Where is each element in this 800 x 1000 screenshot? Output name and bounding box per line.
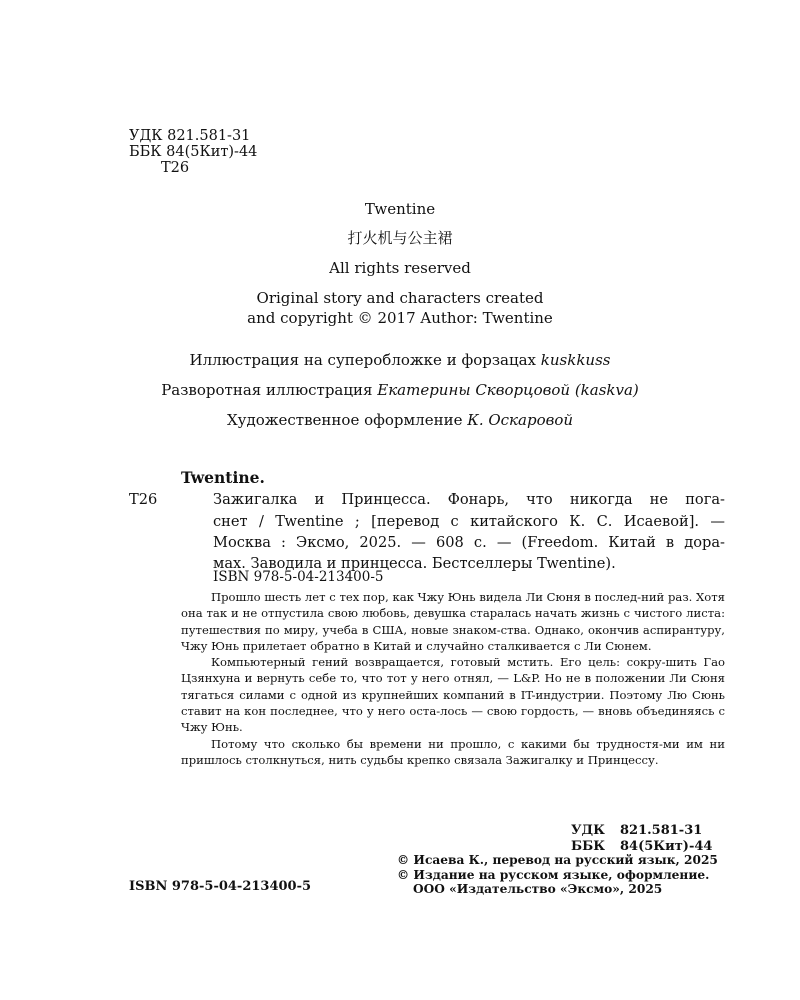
footer-isbn: ISBN 978-5-04-213400-5: [129, 879, 312, 894]
footer-copyright-publisher: ООО «Издательство «Эксмо», 2025: [413, 882, 663, 896]
credit-cover-label: Иллюстрация на суперобложке и форзацах: [189, 351, 541, 369]
copyright-line-2: and copyright © 2017 Author: Twentine: [247, 309, 553, 327]
footer-udk-label: УДК: [571, 823, 605, 838]
catalog-line-3: Москва : Эксмо, 2025. — 608 с. — (Freedom. Китай в дора-: [213, 534, 725, 551]
rights-reserved: All rights reserved: [329, 259, 471, 277]
footer-copyright-edition: © Издание на русском языке, оформление.: [397, 868, 710, 882]
annotation: [181, 589, 725, 768]
catalog-author-heading: Twentine.: [181, 468, 265, 487]
catalog-line-2: снет / Twentine ; [перевод с китайского К. С. Исаевой]. —: [213, 513, 725, 530]
credit-cover: [0, 350, 800, 370]
credit-design: [0, 410, 800, 430]
footer-bbk-label: ББК: [571, 839, 606, 854]
credit-design-name: К. Оскаровой: [467, 411, 574, 429]
annotation-paragraph: Потому что сколько бы времени ни прошло, с какими бы трудностя-ми им ни пришлось столкнуться, нить судьбы крепко связала Зажигалку и Принцессу.: [181, 736, 725, 767]
original-author: Twentine: [364, 200, 436, 218]
credit-spread: [0, 380, 800, 400]
annotation-paragraph: Прошло шесть лет с тех пор, как Чжу Юнь видела Ли Сюня в послед-ний раз. Хотя она так и не отпустила свою любовь, девушка старалась начать жизнь с чистого листа: путешествия по миру, учеба в США, новые знаком-ства. Однако, окончив аспирантуру, Чжу Юнь прилетает обратно в Китай и случайно сталкивается с Ли Сюнем.: [181, 590, 725, 653]
footer-udk-value: 821.581-31: [620, 823, 703, 838]
header-bbk: ББК 84(5Кит)-44: [129, 144, 258, 160]
credit-design-label: Художественное оформление: [226, 411, 468, 429]
original-chinese-title: 打火机与公主裙: [347, 229, 453, 247]
catalog-line-1: Зажигалка и Принцесса. Фонарь, что никогда не пога-: [213, 491, 725, 508]
credit-spread-name: Екатерины Скворцовой (kaskva): [377, 381, 639, 399]
header-udk: УДК 821.581-31: [129, 128, 251, 144]
annotation-paragraph: Компьютерный гений возвращается, готовый мстить. Его цель: сокру-шить Гао Цзянхуна и вернуть себе то, что тот у него отнял, — L&P. Но не в положении Ли Сюня тягаться силами с одной из крупнейших компаний в IT-индустрии. Поэтому Лю Сюнь ставит на кон последнее, что у него оста-лось — свою гордость, — вновь объединяясь с Чжу Юнь.: [181, 655, 725, 735]
catalog-isbn: ISBN 978-5-04-213400-5: [213, 569, 384, 585]
header-author-mark: Т26: [161, 160, 190, 176]
catalog-line-4: мах. Заводила и принцесса. Бестселлеры Twentine).: [213, 555, 616, 572]
credit-spread-label: Разворотная иллюстрация: [161, 381, 378, 399]
credit-cover-name: kuskkuss: [540, 351, 611, 369]
footer-copyright-translation: © Исаева К., перевод на русский язык, 2025: [397, 853, 718, 867]
copyright-line-1: Original story and characters created: [256, 289, 544, 307]
catalog-mark: Т26: [129, 491, 158, 508]
footer-bbk-value: 84(5Кит)-44: [620, 839, 713, 854]
